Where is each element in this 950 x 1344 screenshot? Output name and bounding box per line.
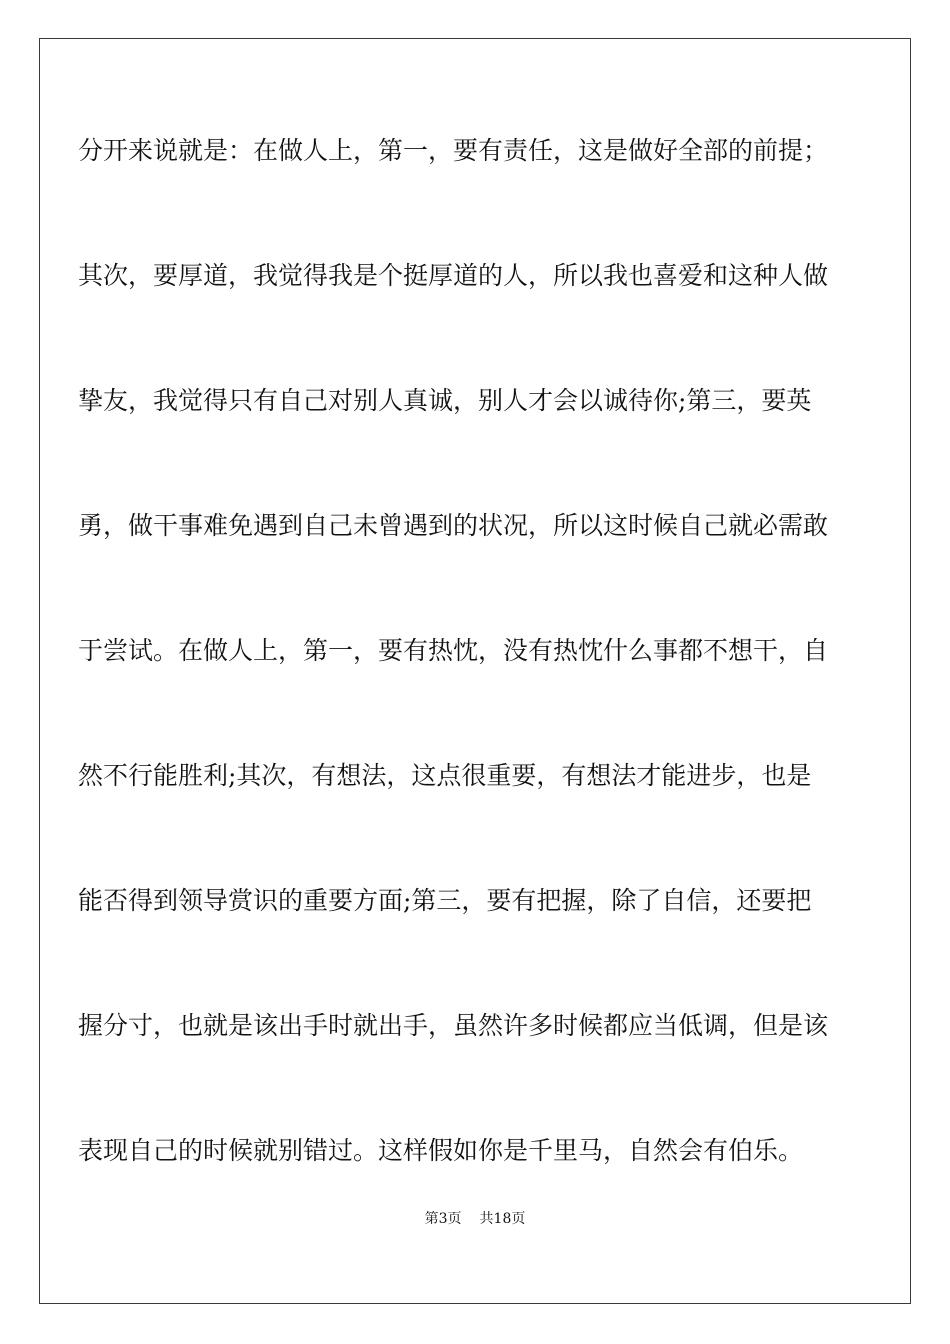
text-line-5: 于尝试。在做人上，第一，要有热忱，没有热忱什么事都不想干，自 [78,636,829,665]
text-line-2: 其次，要厚道，我觉得我是个挺厚道的人，所以我也喜爱和这种人做 [78,261,829,290]
text-line-7: 能否得到领导赏识的重要方面;第三，要有把握，除了自信，还要把 [78,886,812,915]
text-line-4: 勇，做干事难免遇到自己未曾遇到的状况，所以这时候自己就必需敢 [78,511,829,540]
text-line-6: 然不行能胜利;其次，有想法，这点很重要，有想法才能进步，也是 [78,761,812,790]
page-border [39,38,911,1304]
text-line-1: 分开来说就是：在做人上，第一，要有责任，这是做好全部的前提； [78,136,829,165]
total-pages-label: 共18页 [479,1211,526,1227]
text-line-8: 握分寸，也就是该出手时就出手，虽然许多时候都应当低调，但是该 [78,1011,829,1040]
text-line-3: 挚友，我觉得只有自己对别人真诚，别人才会以诚待你;第三，要英 [78,386,812,415]
page-footer [0,1210,950,1228]
current-page-label: 第3页 [424,1211,462,1227]
text-line-9: 表现自己的时候就别错过。这样假如你是千里马，自然会有伯乐。 [78,1136,804,1165]
